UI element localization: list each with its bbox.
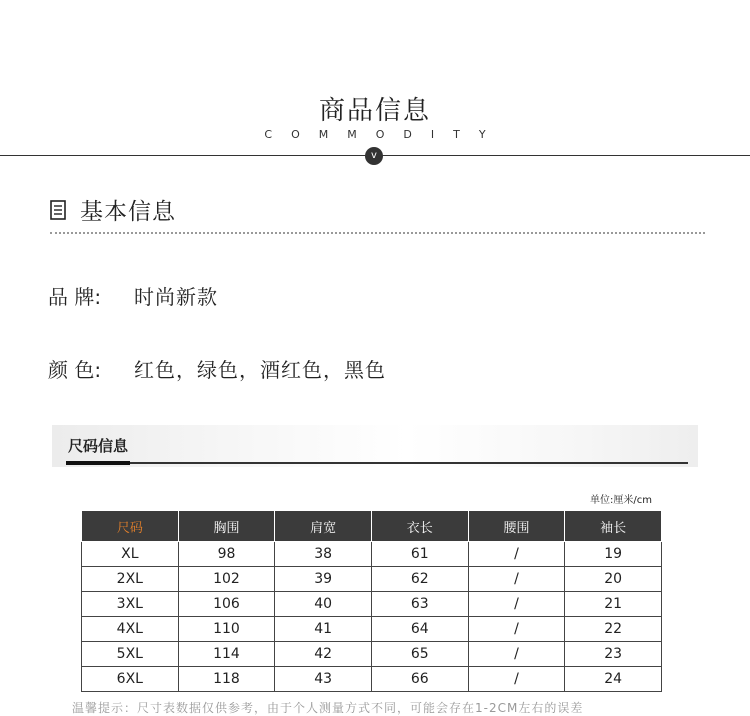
color-value: 红色，绿色，酒红色，黑色 [134, 358, 386, 382]
table-cell: / [468, 567, 565, 592]
table-row [82, 667, 662, 692]
brand-row [48, 281, 218, 310]
table-cell: 21 [565, 592, 662, 617]
unit-label: 单位:厘米/cm [590, 495, 652, 506]
table-cell: 40 [275, 592, 372, 617]
page-subtitle: COMMODITY [264, 128, 505, 141]
column-header-chest: 胸围 [178, 511, 275, 542]
table-cell: 65 [371, 642, 468, 667]
size-table-header [82, 511, 662, 542]
size-section-underline [66, 462, 688, 464]
table-cell: 24 [565, 667, 662, 692]
size-section-title: 尺码信息 [68, 437, 129, 455]
color-label: 颜 色: [48, 358, 102, 382]
table-cell: 43 [275, 667, 372, 692]
table-cell: / [468, 542, 565, 567]
table-cell: 114 [178, 642, 275, 667]
table-row [82, 592, 662, 617]
table-cell: 6XL [82, 667, 179, 692]
table-cell: 39 [275, 567, 372, 592]
table-cell: 41 [275, 617, 372, 642]
table-cell: / [468, 592, 565, 617]
color-row [48, 354, 386, 383]
basic-info-title: 基本信息 [80, 199, 176, 225]
table-cell: 63 [371, 592, 468, 617]
table-cell: 102 [178, 567, 275, 592]
chevron-down-icon: v [365, 147, 383, 165]
brand-label: 品 牌: [48, 285, 102, 309]
dotted-divider [50, 232, 705, 234]
size-table [81, 510, 662, 692]
table-cell: 4XL [82, 617, 179, 642]
column-header-sleeve: 袖长 [565, 511, 662, 542]
table-row [82, 642, 662, 667]
table-cell: / [468, 667, 565, 692]
table-cell: 20 [565, 567, 662, 592]
basic-info-header [50, 193, 176, 226]
table-cell: 19 [565, 542, 662, 567]
table-cell: XL [82, 542, 179, 567]
table-cell: / [468, 617, 565, 642]
table-cell: 98 [178, 542, 275, 567]
document-list-icon [50, 200, 66, 220]
table-cell: / [468, 642, 565, 667]
table-row [82, 542, 662, 567]
column-header-size: 尺码 [82, 511, 179, 542]
table-cell: 38 [275, 542, 372, 567]
table-cell: 23 [565, 642, 662, 667]
size-section-band [52, 425, 698, 467]
table-cell: 3XL [82, 592, 179, 617]
table-cell: 2XL [82, 567, 179, 592]
table-row [82, 567, 662, 592]
brand-value: 时尚新款 [134, 285, 218, 309]
table-cell: 66 [371, 667, 468, 692]
table-cell: 118 [178, 667, 275, 692]
size-disclaimer: 温馨提示：尺寸表数据仅供参考，由于个人测量方式不同，可能会存在1-2CM左右的误差 [72, 701, 584, 715]
table-cell: 5XL [82, 642, 179, 667]
table-cell: 64 [371, 617, 468, 642]
table-cell: 110 [178, 617, 275, 642]
table-cell: 106 [178, 592, 275, 617]
table-row [82, 617, 662, 642]
table-cell: 62 [371, 567, 468, 592]
column-header-shoulder: 肩宽 [275, 511, 372, 542]
table-cell: 22 [565, 617, 662, 642]
column-header-length: 衣长 [371, 511, 468, 542]
size-section-underline-accent [66, 461, 130, 465]
table-cell: 42 [275, 642, 372, 667]
column-header-waist: 腰围 [468, 511, 565, 542]
page-title: 商品信息 [318, 96, 431, 126]
table-cell: 61 [371, 542, 468, 567]
